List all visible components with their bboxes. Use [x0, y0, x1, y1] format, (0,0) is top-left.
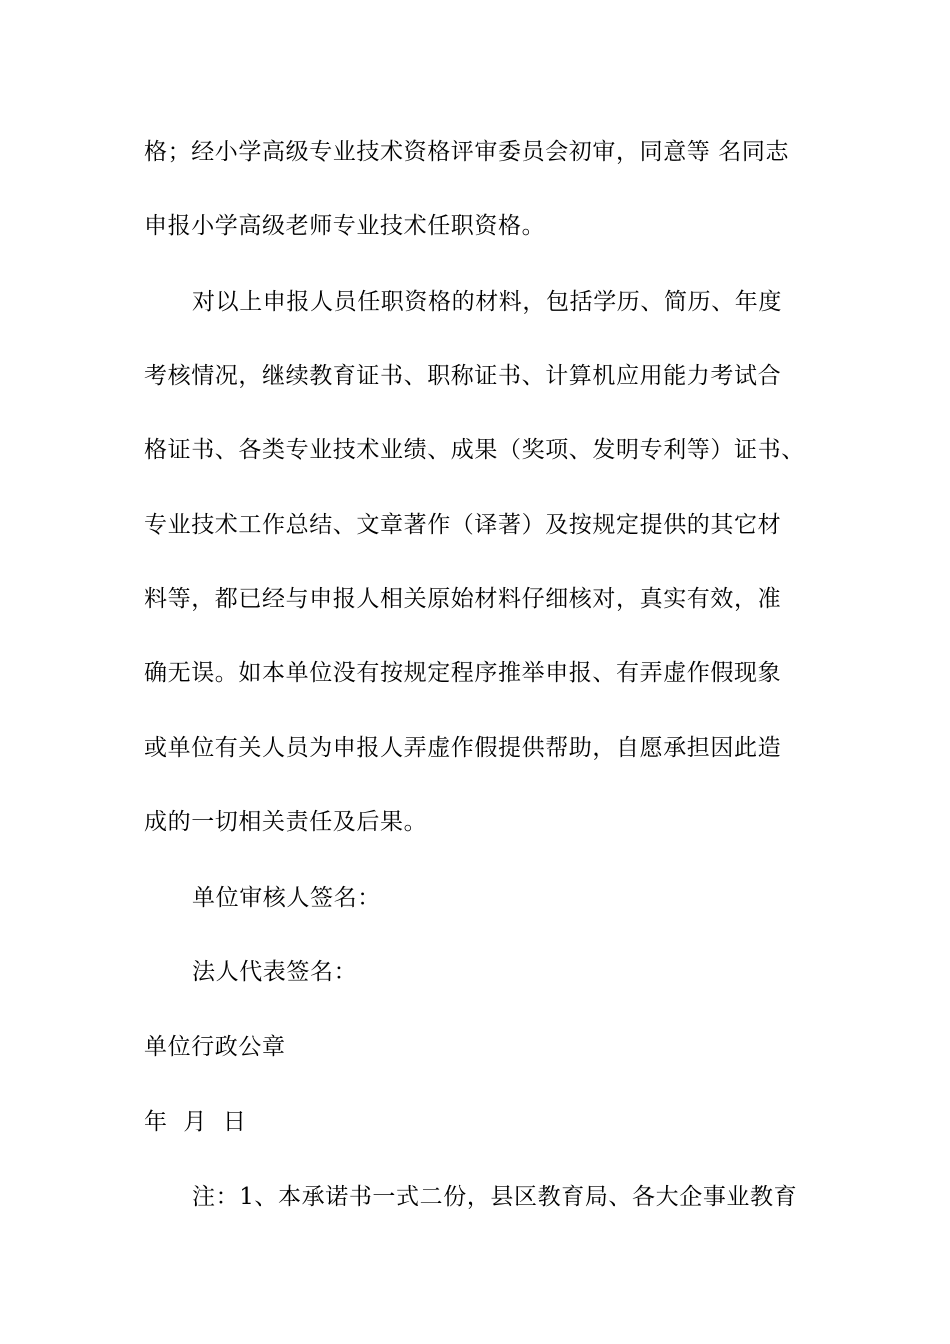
body-line-10: 成的一切相关责任及后果。 [144, 809, 428, 835]
reviewer-signature-label: 单位审核人签名： [192, 885, 381, 911]
body-line-4: 考核情况，继续教育证书、职称证书、计算机应用能力考试合 [144, 363, 782, 389]
body-line-9: 或单位有关人员为申报人弄虚作假提供帮助，自愿承担因此造 [144, 735, 782, 761]
body-line-8: 确无误。如本单位没有按规定程序推举申报、有弄虚作假现象 [144, 660, 782, 686]
official-seal-label: 单位行政公章 [144, 1034, 286, 1060]
body-line-5: 格证书、各类专业技术业绩、成果（奖项、发明专利等）证书、 [144, 437, 805, 463]
legal-rep-signature-label: 法人代表签名： [192, 959, 358, 985]
body-line-7: 料等，都已经与申报人相关原始材料仔细核对，真实有效，准 [144, 586, 782, 612]
body-line-6: 专业技术工作总结、文章著作（译著）及按规定提供的其它材 [144, 512, 782, 538]
body-line-1: 格；经小学高级专业技术资格评审委员会初审，同意等 名同志 [144, 139, 790, 165]
body-line-3: 对以上申报人员任职资格的材料，包括学历、简历、年度 [192, 289, 782, 315]
note-line: 注：1、本承诺书一式二份，县区教育局、各大企事业教育 [192, 1184, 798, 1210]
date-line: 年 月 日 [144, 1109, 247, 1135]
body-line-2: 申报小学高级老师专业技术任职资格。 [144, 213, 546, 239]
